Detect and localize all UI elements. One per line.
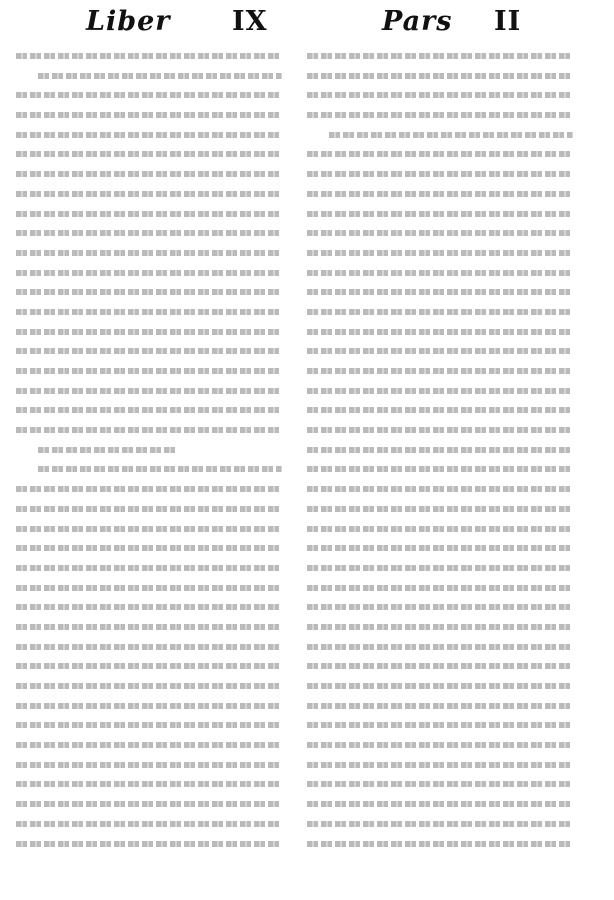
text-line — [16, 558, 288, 578]
page-header — [0, 6, 614, 46]
text-line — [16, 656, 288, 676]
text-line — [307, 322, 579, 342]
text-line — [16, 794, 288, 814]
text-line — [16, 46, 288, 66]
text-line — [307, 834, 579, 854]
text-line — [16, 696, 288, 716]
text-line — [307, 479, 579, 499]
text-line — [307, 597, 579, 617]
text-line — [16, 302, 288, 322]
text-line — [307, 696, 579, 716]
text-line — [307, 282, 579, 302]
text-line — [307, 361, 579, 381]
text-line — [307, 774, 579, 794]
text-line — [16, 814, 288, 834]
text-line — [307, 164, 579, 184]
text-line — [307, 440, 579, 460]
text-line — [307, 637, 579, 657]
text-line — [16, 381, 288, 401]
text-line — [16, 755, 288, 775]
text-line — [16, 459, 288, 479]
text-line — [16, 105, 288, 125]
text-line — [16, 774, 288, 794]
text-line — [16, 184, 288, 204]
text-line — [16, 519, 288, 539]
text-line — [16, 578, 288, 598]
text-line — [307, 105, 579, 125]
text-line — [307, 558, 579, 578]
text-line — [307, 243, 579, 263]
text-line — [307, 85, 579, 105]
text-line — [16, 164, 288, 184]
text-line — [16, 420, 288, 440]
text-line — [16, 204, 288, 224]
header-liber: Liber — [86, 6, 171, 37]
text-line — [16, 715, 288, 735]
text-line — [307, 499, 579, 519]
text-line — [16, 676, 288, 696]
text-line — [307, 519, 579, 539]
text-line — [16, 853, 288, 854]
text-line — [307, 144, 579, 164]
text-line — [307, 755, 579, 775]
header-part-number: II — [494, 6, 522, 37]
text-line — [16, 66, 288, 86]
text-line — [16, 243, 288, 263]
text-line — [16, 637, 288, 657]
text-line — [16, 834, 288, 854]
text-line — [307, 125, 579, 145]
text-line — [307, 814, 579, 834]
text-line — [16, 85, 288, 105]
text-line — [307, 263, 579, 283]
text-line — [307, 676, 579, 696]
header-pars: Pars — [382, 6, 453, 37]
text-line — [307, 617, 579, 637]
text-line — [307, 66, 579, 86]
text-line — [16, 144, 288, 164]
text-line — [307, 341, 579, 361]
text-line — [307, 400, 579, 420]
text-line — [16, 617, 288, 637]
header-book-number: IX — [232, 6, 268, 37]
text-line — [16, 499, 288, 519]
text-line — [16, 361, 288, 381]
text-line — [307, 381, 579, 401]
text-line — [307, 538, 579, 558]
left-text-column — [16, 46, 288, 854]
text-line — [16, 400, 288, 420]
text-line — [307, 420, 579, 440]
text-line — [16, 223, 288, 243]
text-line — [307, 204, 579, 224]
text-line — [16, 538, 288, 558]
text-line — [16, 263, 288, 283]
text-line — [16, 125, 288, 145]
text-line — [307, 223, 579, 243]
text-line — [307, 853, 579, 854]
text-line — [307, 578, 579, 598]
right-text-column — [307, 46, 579, 854]
text-line — [16, 282, 288, 302]
text-line — [307, 794, 579, 814]
text-line — [16, 597, 288, 617]
text-line — [16, 322, 288, 342]
text-line — [307, 459, 579, 479]
text-line — [307, 184, 579, 204]
text-line — [16, 479, 288, 499]
text-line — [16, 341, 288, 361]
text-line — [307, 715, 579, 735]
text-line — [307, 302, 579, 322]
text-line — [307, 656, 579, 676]
text-line — [307, 46, 579, 66]
text-line — [307, 735, 579, 755]
text-line — [16, 440, 288, 460]
text-line — [16, 735, 288, 755]
